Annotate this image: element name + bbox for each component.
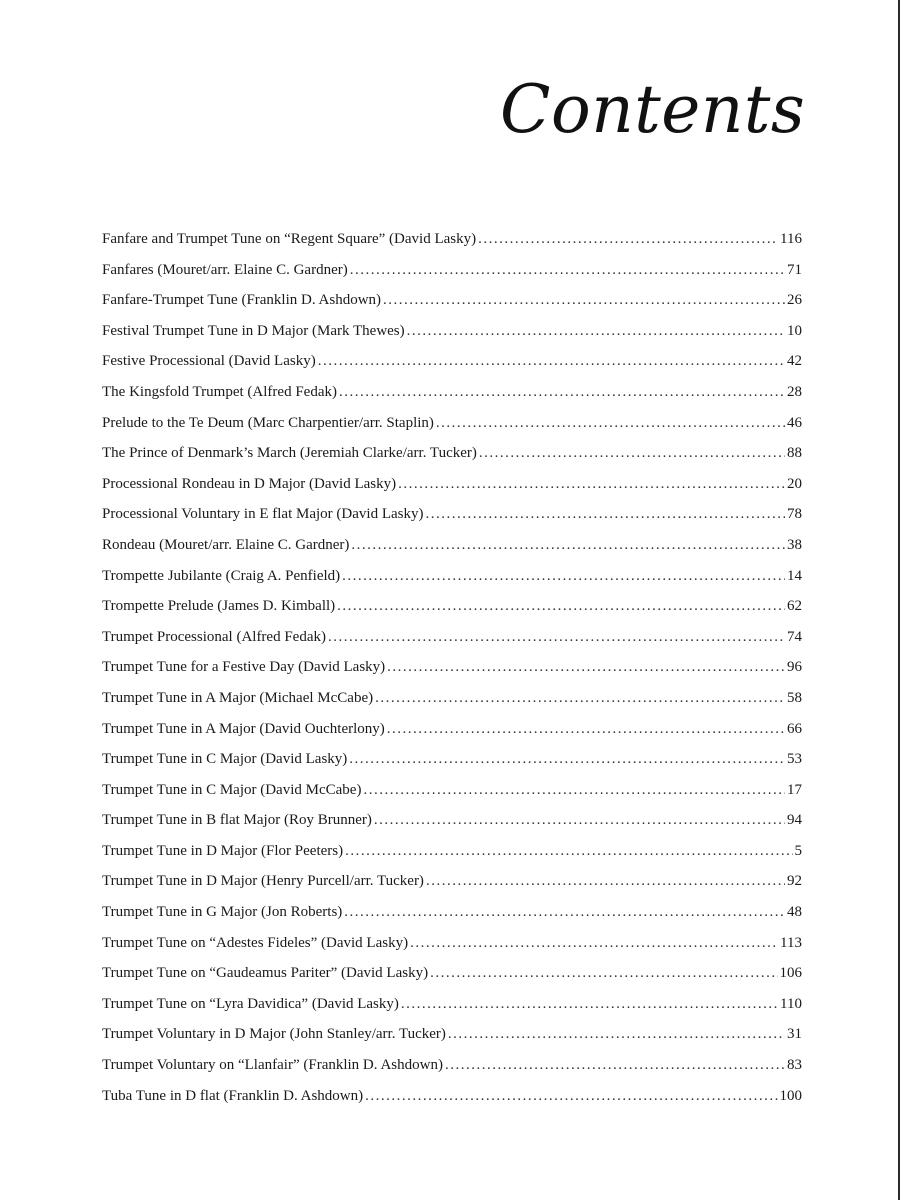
toc-entry-page: 96: [787, 659, 802, 676]
toc-entry: [102, 622, 802, 653]
dot-leader: [478, 224, 778, 255]
dot-leader: [328, 622, 785, 653]
dot-leader: [344, 897, 785, 928]
toc-entry-page: 26: [787, 292, 802, 309]
toc-entry-title: Trumpet Tune in D Major (Henry Purcell/arr. Tucker): [102, 873, 424, 890]
toc-entry-title: Tuba Tune in D flat (Franklin D. Ashdown): [102, 1087, 364, 1104]
toc-entry-title: Trompette Jubilante (Craig A. Penfield): [102, 567, 341, 584]
toc-entry: [102, 1050, 802, 1081]
toc-entry-title: Processional Voluntary in E flat Major (David Lasky): [102, 506, 424, 523]
toc-entry-page: 5: [794, 842, 802, 859]
dot-leader: [318, 346, 785, 377]
toc-entry-title: Prelude to the Te Deum (Marc Charpentier/arr. Staplin): [102, 414, 434, 431]
dot-leader: [479, 438, 785, 469]
toc-entry-page: 113: [780, 934, 802, 951]
toc-entry-title: Fanfares (Mouret/arr. Elaine C. Gardner): [102, 261, 348, 278]
toc-entry-title: Trumpet Voluntary in D Major (John Stanley/arr. Tucker): [102, 1026, 446, 1043]
toc-entry: [102, 897, 802, 928]
toc-entry-page: 20: [787, 475, 802, 492]
dot-leader: [430, 958, 777, 989]
toc-entry-page: 83: [787, 1057, 802, 1074]
dot-leader: [383, 285, 785, 316]
toc-entry: [102, 438, 802, 469]
toc-entry-page: 53: [787, 751, 802, 768]
toc-entry-page: 58: [787, 689, 802, 706]
toc-entry: [102, 805, 802, 836]
dot-leader: [350, 255, 785, 286]
dot-leader: [425, 499, 785, 530]
toc-entry-page: 71: [787, 261, 802, 278]
toc-entry: [102, 683, 802, 714]
toc-entry-page: 66: [787, 720, 802, 737]
toc-entry-page: 92: [787, 873, 802, 890]
dot-leader: [387, 714, 785, 745]
toc-entry: [102, 989, 802, 1020]
toc-entry-page: 116: [780, 231, 802, 247]
toc-entry-title: Fanfare and Trumpet Tune on “Regent Square” (David Lasky): [102, 231, 477, 247]
toc-entry: [102, 346, 802, 377]
toc-entry-title: Trumpet Tune on “Adestes Fideles” (David Lasky): [102, 934, 409, 951]
dot-leader: [407, 316, 785, 347]
toc-entry-title: Trumpet Tune in A Major (David Ouchterlony): [102, 720, 385, 737]
toc-entry: [102, 530, 802, 561]
dot-leader: [365, 1081, 777, 1112]
dot-leader: [426, 866, 785, 897]
toc-entry-title: The Kingsfold Trumpet (Alfred Fedak): [102, 383, 337, 400]
dot-leader: [387, 652, 785, 683]
toc-entry: [102, 928, 802, 959]
toc-entry-page: 48: [787, 904, 802, 921]
toc-entry: [102, 714, 802, 745]
toc-entry-title: Trumpet Tune in B flat Major (Roy Brunner): [102, 812, 372, 829]
toc-entry-title: Trumpet Tune in C Major (David Lasky): [102, 751, 348, 768]
toc-entry-page: 106: [779, 965, 802, 982]
dot-leader: [410, 928, 778, 959]
toc-entry: [102, 499, 802, 530]
dot-leader: [445, 1050, 785, 1081]
dot-leader: [448, 1019, 785, 1050]
page-title: Contents: [500, 71, 806, 148]
toc-entry-page: 28: [787, 383, 802, 400]
toc-entry-page: 94: [787, 812, 802, 829]
toc-entry: [102, 377, 802, 408]
dot-leader: [363, 775, 785, 806]
toc-entry-title: Trumpet Tune in C Major (David McCabe): [102, 781, 362, 798]
toc-entry: [102, 285, 802, 316]
toc-entry-page: 38: [787, 536, 802, 553]
toc-entry-title: Processional Rondeau in D Major (David Lasky): [102, 475, 397, 492]
toc-entry-page: 110: [780, 995, 802, 1012]
toc-entry: [102, 775, 802, 806]
toc-entry-page: 17: [787, 781, 802, 798]
toc-entry-page: 14: [787, 567, 802, 584]
dot-leader: [375, 683, 785, 714]
toc-entry-title: Trumpet Tune in G Major (Jon Roberts): [102, 904, 343, 921]
toc-entry-page: 78: [787, 506, 802, 523]
dot-leader: [345, 836, 792, 867]
toc-entry-title: The Prince of Denmark’s March (Jeremiah Clarke/arr. Tucker): [102, 445, 477, 462]
dot-leader: [339, 377, 785, 408]
toc-entry-page: 74: [787, 628, 802, 645]
dot-leader: [337, 591, 785, 622]
dot-leader: [398, 469, 785, 500]
toc-entry-page: 46: [787, 414, 802, 431]
toc-entry-page: 100: [779, 1087, 802, 1104]
dot-leader: [436, 408, 785, 439]
toc-entry: [102, 1019, 802, 1050]
toc-entry: [102, 866, 802, 897]
toc-entry-page: 42: [787, 353, 802, 370]
toc-entry: [102, 469, 802, 500]
toc-entry: [102, 408, 802, 439]
table-of-contents: [102, 224, 802, 1111]
toc-entry: [102, 744, 802, 775]
dot-leader: [401, 989, 778, 1020]
toc-entry-page: 31: [787, 1026, 802, 1043]
toc-entry-title: Trumpet Voluntary on “Llanfair” (Franklin D. Ashdown): [102, 1057, 443, 1074]
toc-entry-title: Trumpet Processional (Alfred Fedak): [102, 628, 326, 645]
toc-entry-title: Trumpet Tune in A Major (Michael McCabe): [102, 689, 374, 706]
toc-entry: [102, 958, 802, 989]
dot-leader: [349, 744, 785, 775]
toc-entry-title: Rondeau (Mouret/arr. Elaine C. Gardner): [102, 536, 350, 553]
toc-entry-title: Festive Processional (David Lasky): [102, 353, 316, 370]
toc-entry-page: 88: [787, 445, 802, 462]
toc-entry: [102, 836, 802, 867]
toc-entry: [102, 316, 802, 347]
dot-leader: [374, 805, 785, 836]
toc-entry-title: Trompette Prelude (James D. Kimball): [102, 598, 336, 615]
toc-entry: [102, 255, 802, 286]
toc-entry-title: Trumpet Tune on “Lyra Davidica” (David Lasky): [102, 995, 399, 1012]
toc-entry: [102, 591, 802, 622]
toc-entry-title: Trumpet Tune on “Gaudeamus Pariter” (David Lasky): [102, 965, 429, 982]
toc-entry: [102, 561, 802, 592]
toc-entry: [102, 652, 802, 683]
toc-entry-title: Festival Trumpet Tune in D Major (Mark Thewes): [102, 322, 405, 339]
toc-entry: [102, 1081, 802, 1112]
toc-entry: [102, 224, 802, 255]
toc-entry-title: Trumpet Tune for a Festive Day (David Lasky): [102, 659, 386, 676]
toc-entry-title: Fanfare-Trumpet Tune (Franklin D. Ashdown): [102, 292, 382, 309]
dot-leader: [342, 561, 785, 592]
toc-entry-title: Trumpet Tune in D Major (Flor Peeters): [102, 842, 344, 859]
dot-leader: [351, 530, 785, 561]
toc-entry-page: 62: [787, 598, 802, 615]
toc-entry-page: 10: [787, 322, 802, 339]
